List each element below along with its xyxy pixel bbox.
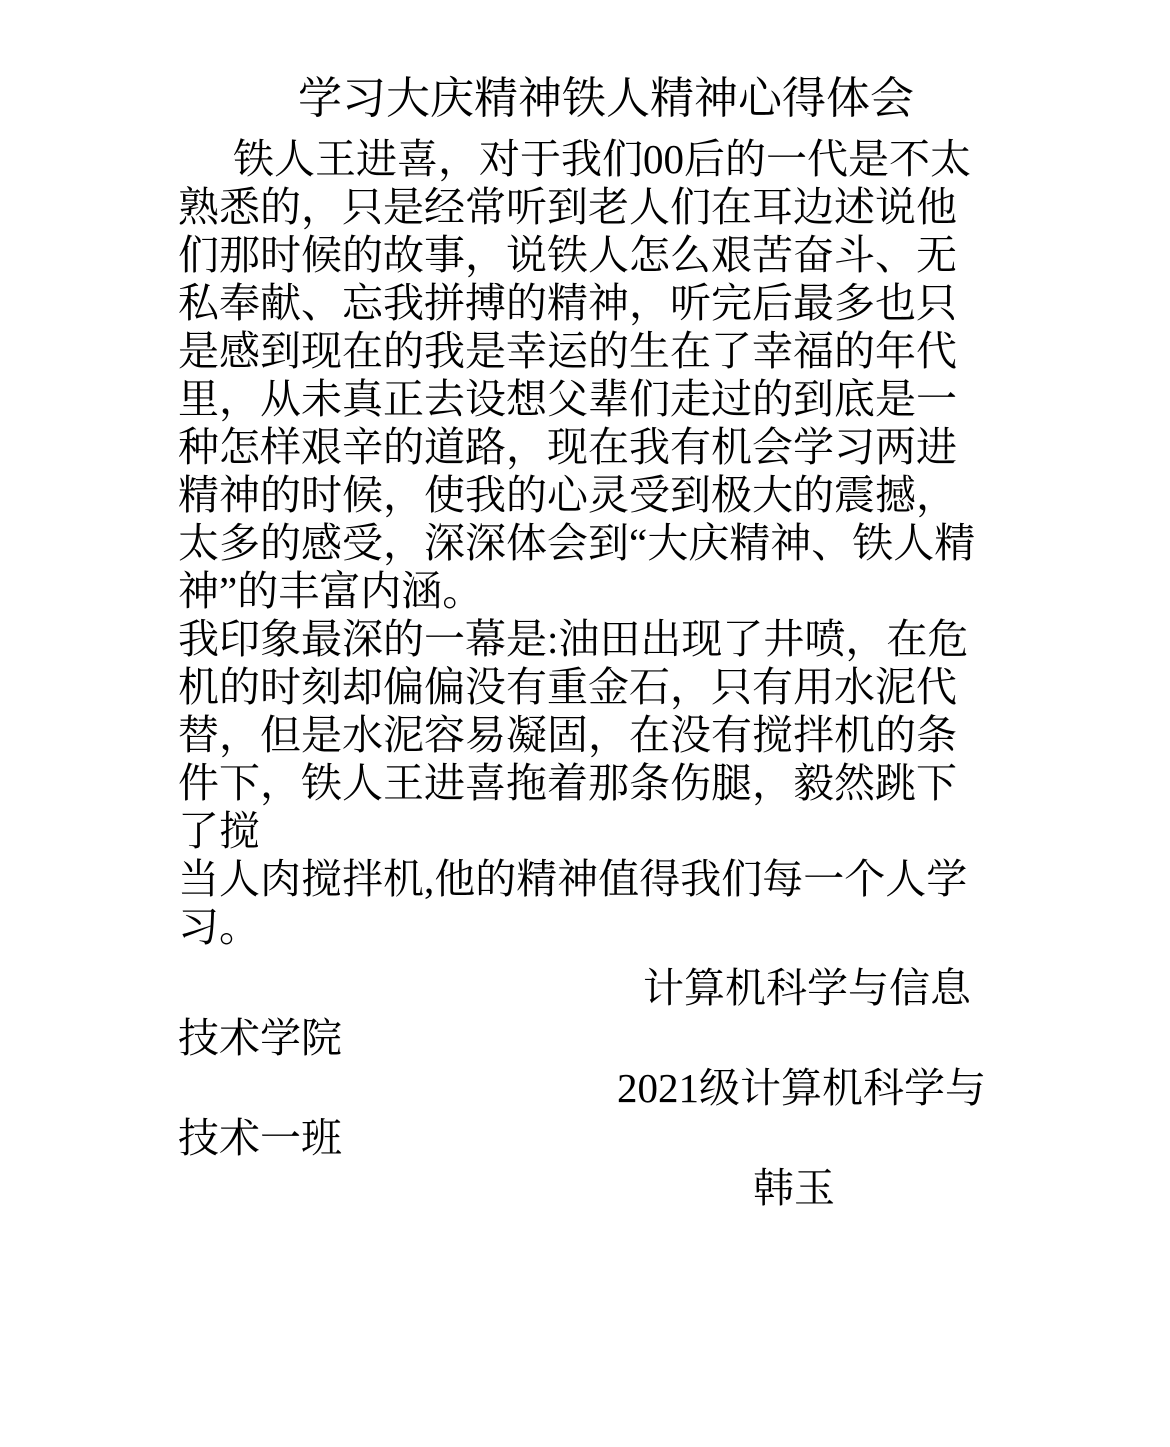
text-line: 当人肉搅拌机,他的精神值得我们每一个人学 — [178, 856, 968, 902]
text-line: 了搅 — [178, 808, 260, 854]
text-line: 里，从未真正去设想父辈们走过的到底是一 — [178, 376, 957, 422]
text-line: 神”的丰富内涵。 — [178, 568, 484, 614]
text-line: 精神的时候，使我的心灵受到极大的震撼， — [178, 472, 957, 518]
text-line: 技术学院 — [178, 1015, 342, 1061]
text-line: 铁人王进喜，对于我们00后的一代是不太 — [233, 136, 971, 182]
text-line: 习。 — [178, 904, 260, 950]
text-line: 韩玉 — [753, 1165, 835, 1211]
document-title: 学习大庆精神铁人精神心得体会 — [298, 74, 914, 123]
text-line: 机的时刻却偏偏没有重金石，只有用水泥代 — [178, 664, 957, 710]
text-line: 计算机科学与信息 — [643, 965, 971, 1011]
text-line: 替，但是水泥容易凝固，在没有搅拌机的条 — [178, 712, 957, 758]
text-line: 们那时候的故事，说铁人怎么艰苦奋斗、无 — [178, 232, 957, 278]
text-line: 熟悉的，只是经常听到老人们在耳边述说他 — [178, 184, 957, 230]
text-line: 技术一班 — [178, 1115, 342, 1161]
text-line: 私奉献、忘我拼搏的精神，听完后最多也只 — [178, 280, 957, 326]
document-body — [178, 135, 1000, 1213]
text-line: 我印象最深的一幕是:油田出现了井喷，在危 — [178, 616, 969, 662]
text-line: 种怎样艰辛的道路，现在我有机会学习两进 — [178, 424, 957, 470]
text-line: 太多的感受，深深体会到“大庆精神、铁人精 — [178, 520, 976, 566]
text-line: 2021级计算机科学与 — [617, 1065, 986, 1111]
text-line: 是感到现在的我是幸运的生在了幸福的年代 — [178, 328, 957, 374]
text-line: 件下，铁人王进喜拖着那条伤腿，毅然跳下 — [178, 760, 957, 806]
